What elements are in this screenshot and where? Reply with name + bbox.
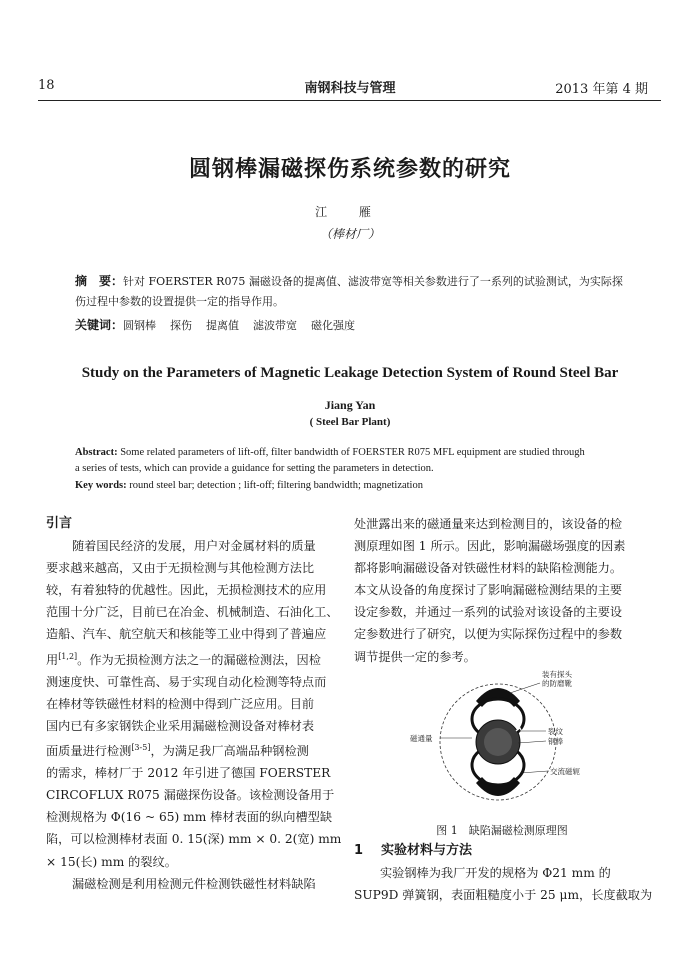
abstract-cn-text1: 针对 FOERSTER R075 漏磁设备的提离值、滤波带宽等相关参数进行了一系列的试验测试，为实际探: [123, 275, 623, 288]
abstract-en-label: Abstract:: [75, 447, 118, 458]
body-line: 检测规格为 Φ(16 ~ 65) mm 棒材表面的纵向槽型缺: [46, 810, 333, 825]
keyword-cn: 提离值: [206, 319, 240, 332]
label-steel-bar: 钢棒: [548, 737, 563, 746]
body-text: 用: [46, 652, 59, 667]
section1-title: 实验材料与方法: [381, 843, 473, 858]
body-line: 陷，可以检测棒材表面 0. 15(深) mm × 0. 2(宽) mm: [46, 832, 342, 847]
keywords-en-text: round steel bar; detection ; lift-off; filtering bandwidth; magnetization: [126, 480, 423, 491]
label-flux: 磁通量: [410, 734, 433, 743]
citation: [3-5]: [131, 743, 151, 752]
intro-column: [46, 513, 342, 895]
body-line: 都将影响漏磁设备对铁磁性材料的缺陷检测能力。: [354, 561, 623, 576]
keyword-cn: 磁化强度: [311, 319, 356, 332]
section1-heading: [354, 840, 650, 862]
author-cn: 江 雁: [315, 205, 385, 219]
body-text: ，为满足我厂高端品种钢检测: [150, 744, 309, 759]
header-rule: [38, 100, 661, 101]
page-number: 18: [38, 78, 55, 93]
figure-caption: 图 1 缺陷漏磁检测原理图: [436, 824, 568, 837]
body-line: 测速度快、可靠性高、易于实现自动化检测等特点而: [46, 674, 327, 689]
body-line: × 15(长) mm 的裂纹。: [46, 854, 177, 869]
intro-heading: 引言: [46, 516, 73, 531]
leader-bar: [518, 741, 546, 743]
body-text: 。作为无损检测方法之一的漏磁检测法，因检: [77, 652, 321, 667]
label-wear-shoe: 的防磨靴: [542, 679, 572, 688]
citation: [1,2]: [58, 651, 78, 661]
keywords-cn: [75, 318, 635, 333]
body-line: SUP9D 弹簧钢，表面粗糙度小于 25 μm，长度截取为: [354, 888, 653, 903]
body-line: 较，有着独特的优越性。因此，无损检测技术的应用: [46, 583, 327, 598]
body-line: CIRCOFLUX R075 漏磁探伤设备。该检测设备用于: [46, 788, 335, 803]
label-crack: 裂纹: [548, 727, 563, 736]
body-line: 测原理如图 1 所示。因此，影响漏磁场强度的因素: [354, 539, 626, 554]
keywords-en: [75, 479, 635, 493]
mfl-principle-figure: [398, 665, 598, 815]
body-line: 造船、汽车、航空航天和核能等工业中得到了普遍应: [46, 627, 327, 642]
journal-name: 南钢科技与管理: [304, 81, 396, 96]
body-line: 随着国民经济的发展，用户对金属材料的质量: [72, 539, 316, 554]
author-en: Jiang Yan: [324, 398, 376, 412]
keywords-cn-label: 关键词：: [75, 318, 124, 332]
body-line: 在棒材等铁磁性材料的检测中得到广泛应用。目前: [46, 696, 315, 711]
body-line: 范围十分广泛，目前已在冶金、机械制造、石油化工、: [46, 605, 339, 620]
paper-title-cn: 圆钢棒漏磁探伤系统参数的研究: [188, 156, 511, 182]
right-column-text: [354, 513, 650, 668]
keywords-en-label: Key words:: [75, 480, 127, 491]
body-line: 要求越来越高，又由于无损检测与其他检测方法比: [46, 561, 315, 576]
abstract-en-line2: a series of tests, which can provide a guidance for setting the parameters in detection.: [75, 463, 434, 474]
body-line: 设定参数，并通过一系列的试验对该设备的主要设: [354, 605, 623, 620]
paper-title-en: Study on the Parameters of Magnetic Leakage Detection System of Round Steel Bar: [81, 365, 619, 381]
abstract-en-text1: Some related parameters of lift-off, filter bandwidth of FOERSTER R075 MFL equipment are studied through: [117, 447, 585, 458]
abstract-cn-label: 摘 要：: [75, 274, 124, 288]
body-line: 处泄露出来的磁通量来达到检测目的，该设备的检: [354, 517, 623, 531]
body-line: 国内已有多家钢铁企业采用漏磁检测设备对棒材表: [46, 718, 315, 733]
leader-probe: [510, 683, 540, 693]
affiliation-cn: （棒材厂）: [319, 227, 380, 241]
body-text: 面质量进行检测: [46, 744, 132, 759]
abstract-cn-line2: 伤过程中参数的设置提供一定的指导作用。: [75, 295, 284, 308]
abstract-en-line1: [75, 446, 635, 460]
keyword-cn: 圆钢棒: [123, 319, 157, 332]
label-yoke: 交流磁轭: [550, 767, 580, 776]
body-line: 的需求，棒材厂于 2012 年引进了德国 FOERSTER: [46, 766, 331, 781]
section1-block: [354, 840, 653, 906]
body-line: 本文从设备的角度探讨了影响漏磁检测结果的主要: [354, 583, 623, 598]
section1-number: 1: [354, 843, 364, 858]
body-line: 定参数进行了研究，以便为实际探伤过程中的参数: [354, 627, 623, 642]
issue-label: 2013 年第 4 期: [555, 82, 648, 97]
body-line: 调节提供一定的参考。: [354, 649, 476, 664]
affiliation-en: ( Steel Bar Plant): [309, 416, 391, 428]
body-line: [46, 737, 338, 762]
keyword-cn: 探伤: [170, 319, 193, 332]
abstract-cn-line1: [75, 274, 635, 289]
body-line: 实验钢棒为我厂开发的规格为 Φ21 mm 的: [380, 866, 611, 881]
keyword-cn: 滤波带宽: [253, 319, 298, 332]
body-line: 漏磁检测是利用检测元件检测铁磁性材料缺陷: [72, 876, 316, 891]
body-line: [46, 646, 338, 671]
steel-bar-core: [484, 728, 512, 756]
label-probe: 装有探头: [542, 670, 572, 679]
